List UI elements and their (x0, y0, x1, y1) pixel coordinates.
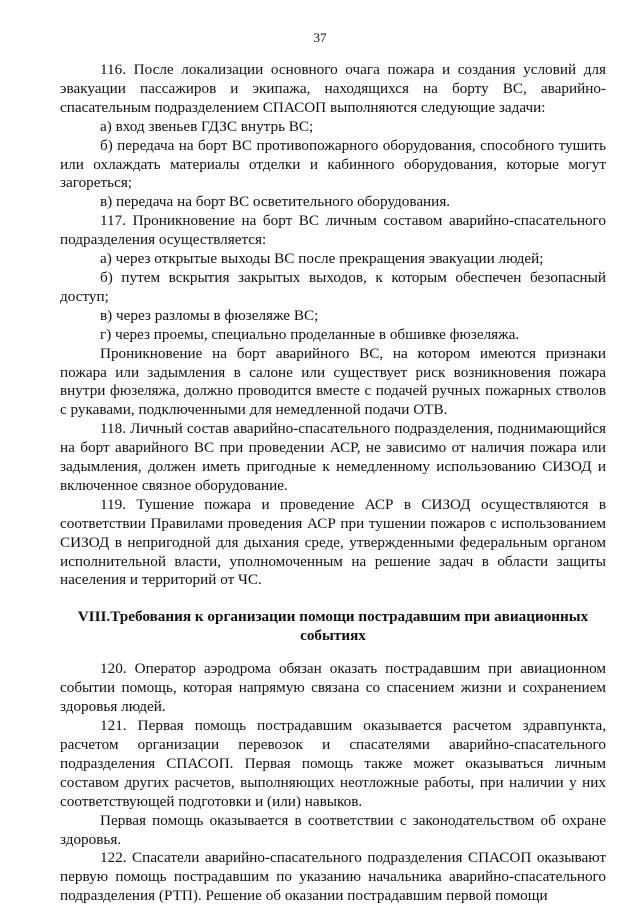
paragraph-117: 117. Проникновение на борт ВС личным составом аварийно-спасательного подразделения осуществляется: (60, 212, 606, 249)
list-item-116a: а) вход звеньев ГДЗС внутрь ВС; (100, 117, 314, 135)
paragraph-121-note: Первая помощь оказывается в соответствии с законодательством об охране здоровья. (60, 811, 606, 848)
list-item-117a: а) через открытые выходы ВС после прекращения эвакуации людей; (100, 250, 544, 268)
paragraph-116: 116. После локализации основного очага пожара и создания условий для эвакуации пассажиров и экипажа, находящихся на борту ВС, аварийно-спасательным подразделением СПАСОП выполняются следующие задачи: (60, 61, 606, 116)
list-item-117c: в) через разломы в фюзеляже ВС; (100, 306, 319, 324)
paragraph-118: 118. Личный состав аварийно-спасательного подразделения, поднимающийся на борт аварийного ВС при проведении АСР, не зависимо от наличия пожара или задымления, должен иметь пригодные к немедленному использованию СИЗОД и включенное связное оборудование. (60, 420, 606, 494)
list-item-116b: б) передача на борт ВС противопожарного оборудования, способного тушить или охлаждать материалы отделки и кабинного оборудования, которые могут загореться; (60, 136, 606, 192)
spacer (60, 645, 606, 660)
list-item-116c: в) передача на борт ВС осветительного оборудования. (100, 193, 451, 211)
page-number: 37 (313, 30, 327, 45)
paragraph-119: 119. Тушение пожара и проведение АСР в СИЗОД осуществляются в соответствии Правилами проведения АСР при тушении пожаров с использованием СИЗОД в непригодной для дыхания среде, утвержденными федеральным органом исполнительной власти, уполномоченным на решение задач в области защиты населения и территорий от ЧС. (60, 495, 606, 589)
paragraph-117-note: Проникновение на борт аварийного ВС, на котором имеются признаки пожара или задымления в салоне или существует риск возникновения пожара внутри фюзеляжа, должно проводится вместе с подачей ручных пожарных стволов с рукавами, подключенными для немедленной подачи ОТВ. (60, 344, 606, 419)
spacer (60, 590, 606, 607)
section-heading: VIII.Требования к организации помощи пострадавшим при авиационных событиях (77, 608, 589, 645)
paragraph-120: 120. Оператор аэродрома обязан оказать пострадавшим при авиационном событии помощь, которая напрямую связана со спасением жизни и сохранением здоровья людей. (60, 660, 606, 716)
list-item-117d: г) через проемы, специально проделанные в обшивке фюзеляжа. (100, 325, 520, 343)
list-item-117b: б) путем вскрытия закрытых выходов, к которым обеспечен безопасный доступ; (60, 268, 606, 305)
page-body (60, 61, 606, 906)
paragraph-121: 121. Первая помощь пострадавшим оказывается расчетом здравпункта, расчетом организации перевозок и спасателями аварийно-спасательного подразделения СПАСОП. Первая помощь также может оказываться личным составом других расчетов, выполняющих неотложные работы, при наличии у них соответствующей подготовки и (или) навыков. (60, 717, 606, 810)
paragraph-122: 122. Спасатели аварийно-спасательного подразделения СПАСОП оказывают первую помощь пострадавшим по указанию начальника аварийно-спасательного подразделения (РТП). Решение об оказании пострадавшим первой помощи (60, 849, 606, 905)
